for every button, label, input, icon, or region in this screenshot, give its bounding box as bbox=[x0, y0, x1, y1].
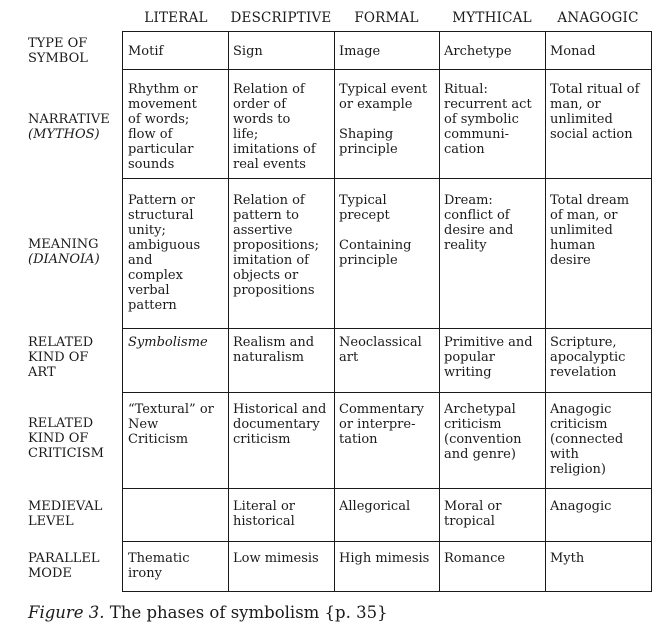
cell-type-anagogic: Monad bbox=[550, 44, 596, 59]
cell-mode-formal: High mimesis bbox=[339, 551, 430, 566]
cell-mode-anagogic: Myth bbox=[550, 551, 585, 566]
grid-line bbox=[439, 31, 440, 592]
grid-line bbox=[122, 31, 123, 592]
column-header-formal: FORMAL bbox=[354, 10, 419, 26]
grid-line bbox=[651, 31, 652, 592]
cell-type-formal: Image bbox=[339, 44, 381, 59]
cell-narrative-formal: Typical event or example Shaping principle bbox=[339, 82, 428, 157]
cell-art-literal: Symbolisme bbox=[128, 335, 208, 350]
grid-line bbox=[122, 31, 652, 32]
row-label-meaning: MEANING (DIANOIA) bbox=[28, 237, 100, 267]
cell-art-descriptive: Realism and naturalism bbox=[233, 335, 315, 365]
grid-line bbox=[122, 328, 652, 329]
cell-meaning-literal: Pattern or structural unity; ambiguous and complex verbal pattern bbox=[128, 193, 201, 313]
row-label-type-of-symbol: TYPE OF SYMBOL bbox=[28, 36, 88, 66]
column-header-anagogic: ANAGOGIC bbox=[557, 10, 639, 26]
row-label-related-criticism: RELATED KIND OF CRITICISM bbox=[28, 416, 104, 461]
row-label-parallel-mode: PARALLEL MODE bbox=[28, 551, 100, 581]
cell-narrative-literal: Rhythm or movement of words; flow of particular sounds bbox=[128, 82, 198, 172]
grid-line bbox=[122, 541, 652, 542]
cell-meaning-descriptive: Relation of pattern to assertive propositions; imitation of objects or propositions bbox=[233, 193, 319, 298]
cell-narrative-anagogic: Total ritual of man, or unlimited social action bbox=[550, 82, 640, 142]
row-sublabel-mythos: (MYTHOS) bbox=[28, 127, 100, 142]
grid-line bbox=[122, 69, 652, 70]
grid-line bbox=[545, 31, 546, 592]
column-header-mythical: MYTHICAL bbox=[452, 10, 532, 26]
grid-line bbox=[122, 591, 652, 592]
cell-criticism-literal: “Textural” or New Criticism bbox=[128, 402, 214, 447]
cell-medieval-formal: Allegorical bbox=[339, 499, 411, 514]
figure-caption bbox=[28, 603, 388, 623]
cell-meaning-formal: Typical precept Containing principle bbox=[339, 193, 412, 268]
cell-meaning-anagogic: Total dream of man, or unlimited human desire bbox=[550, 193, 630, 268]
grid-line bbox=[334, 31, 335, 592]
cell-art-formal: Neoclassical art bbox=[339, 335, 422, 365]
column-header-descriptive: DESCRIPTIVE bbox=[230, 10, 332, 26]
cell-type-literal: Motif bbox=[128, 44, 164, 59]
cell-criticism-formal: Commentary or interpre- tation bbox=[339, 402, 425, 447]
column-header-literal: LITERAL bbox=[144, 10, 208, 26]
cell-mode-literal: Thematic irony bbox=[128, 551, 190, 581]
cell-type-mythical: Archetype bbox=[444, 44, 512, 59]
grid-line bbox=[122, 392, 652, 393]
cell-mode-mythical: Romance bbox=[444, 551, 506, 566]
grid-line bbox=[228, 31, 229, 592]
row-label-medieval-level: MEDIEVAL LEVEL bbox=[28, 499, 103, 529]
figure-number: Figure 3. bbox=[28, 603, 105, 622]
grid-line bbox=[122, 178, 652, 179]
cell-art-anagogic: Scripture, apocalyptic revelation bbox=[550, 335, 626, 380]
cell-narrative-descriptive: Relation of order of words to life; imitations of real events bbox=[233, 82, 316, 172]
cell-criticism-anagogic: Anagogic criticism (connected with religion) bbox=[550, 402, 624, 477]
cell-meaning-mythical: Dream: conflict of desire and reality bbox=[444, 193, 514, 253]
cell-medieval-descriptive: Literal or historical bbox=[233, 499, 296, 529]
cell-mode-descriptive: Low mimesis bbox=[233, 551, 319, 566]
cell-art-mythical: Primitive and popular writing bbox=[444, 335, 533, 380]
grid-line bbox=[122, 488, 652, 489]
figure-caption-text: The phases of symbolism {p. 35} bbox=[104, 603, 388, 622]
cell-medieval-mythical: Moral or tropical bbox=[444, 499, 502, 529]
row-sublabel-dianoia: (DIANOIA) bbox=[28, 252, 100, 267]
cell-criticism-descriptive: Historical and documentary criticism bbox=[233, 402, 327, 447]
cell-medieval-anagogic: Anagogic bbox=[550, 499, 612, 514]
row-label-narrative: NARRATIVE (MYTHOS) bbox=[28, 112, 110, 142]
row-label-related-art: RELATED KIND OF ART bbox=[28, 335, 94, 380]
cell-criticism-mythical: Archetypal criticism (convention and genre) bbox=[444, 402, 522, 462]
cell-narrative-mythical: Ritual: recurrent act of symbolic communi- cation bbox=[444, 82, 532, 157]
cell-type-descriptive: Sign bbox=[233, 44, 263, 59]
